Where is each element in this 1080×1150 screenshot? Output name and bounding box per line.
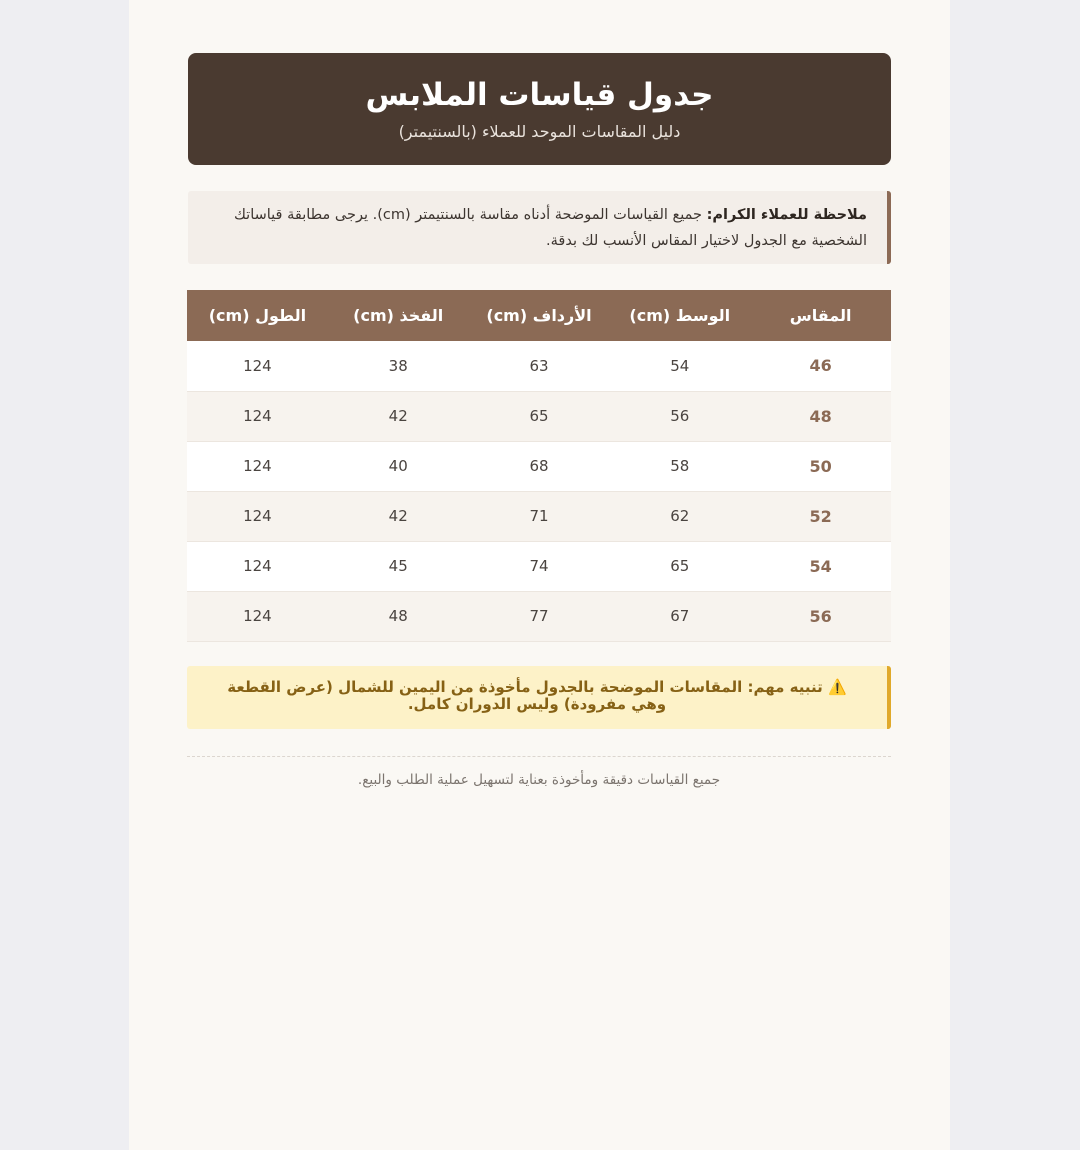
page-subtitle: دليل المقاسات الموحد للعملاء (بالسنتيمتر)	[398, 122, 681, 141]
hips-cell: 63	[529, 356, 549, 375]
customer-note	[188, 191, 891, 264]
length-cell: 124	[243, 356, 272, 375]
column-header-thigh: الفخذ (cm)	[353, 306, 444, 325]
footer-divider	[187, 756, 891, 757]
table-header	[187, 290, 891, 341]
warning-icon: ⚠️	[828, 678, 847, 696]
thigh-cell: 40	[388, 457, 408, 475]
footer-text: جميع القياسات دقيقة ومأخوذة بعناية لتسهيل عملية الطلب والبيع.	[357, 772, 721, 788]
size-cell: 54	[809, 556, 832, 576]
waist-cell: 54	[670, 356, 690, 375]
size-cell: 56	[809, 606, 832, 626]
length-cell: 124	[243, 457, 272, 475]
thigh-cell: 42	[388, 407, 408, 425]
table-row	[187, 441, 891, 491]
waist-cell: 62	[670, 507, 690, 525]
length-cell: 124	[243, 557, 272, 575]
table-row	[187, 591, 891, 641]
thigh-cell: 42	[388, 507, 408, 525]
table-body	[187, 341, 891, 641]
important-warning	[187, 666, 891, 729]
column-header-hips: الأرداف (cm)	[486, 306, 592, 325]
hips-cell: 65	[529, 407, 549, 425]
size-cell: 50	[809, 456, 832, 476]
length-cell: 124	[243, 607, 272, 625]
thigh-cell: 45	[388, 557, 408, 575]
page-header	[188, 53, 891, 165]
note-text: جميع القياسات الموضحة أدناه مقاسة بالسنتيمتر (cm). يرجى مطابقة قياساتك الشخصية مع الجدول لاختيار المقاس الأنسب لك بدقة.	[233, 207, 867, 249]
column-header-waist: الوسط (cm)	[629, 306, 731, 325]
length-cell: 124	[243, 407, 272, 425]
size-chart-table	[187, 290, 891, 642]
size-cell: 46	[809, 356, 832, 376]
waist-cell: 56	[670, 407, 690, 425]
hips-cell: 77	[529, 607, 549, 625]
length-cell: 124	[243, 507, 272, 525]
hips-cell: 68	[529, 457, 549, 475]
table-row	[187, 341, 891, 391]
table-row	[187, 391, 891, 441]
note-label: ملاحظة للعملاء الكرام:	[706, 207, 867, 223]
table-header-row	[187, 290, 891, 341]
page-title: جدول قياسات الملابس	[365, 77, 714, 113]
thigh-cell: 38	[388, 356, 408, 375]
hips-cell: 74	[529, 557, 549, 575]
table-row	[187, 541, 891, 591]
hips-cell: 71	[529, 507, 549, 525]
waist-cell: 58	[670, 457, 690, 475]
column-header-size: المقاس	[789, 306, 852, 325]
warning-text: تنبيه مهم: المقاسات الموضحة بالجدول مأخوذة من اليمين للشمال (عرض القطعة وهي مفرودة) وليس الدوران كامل.	[227, 678, 823, 713]
table-row	[187, 491, 891, 541]
column-header-length: الطول (cm)	[208, 306, 307, 325]
thigh-cell: 48	[388, 607, 408, 625]
waist-cell: 67	[670, 607, 690, 625]
size-cell: 48	[809, 406, 832, 426]
waist-cell: 65	[670, 557, 690, 575]
size-cell: 52	[809, 506, 832, 526]
